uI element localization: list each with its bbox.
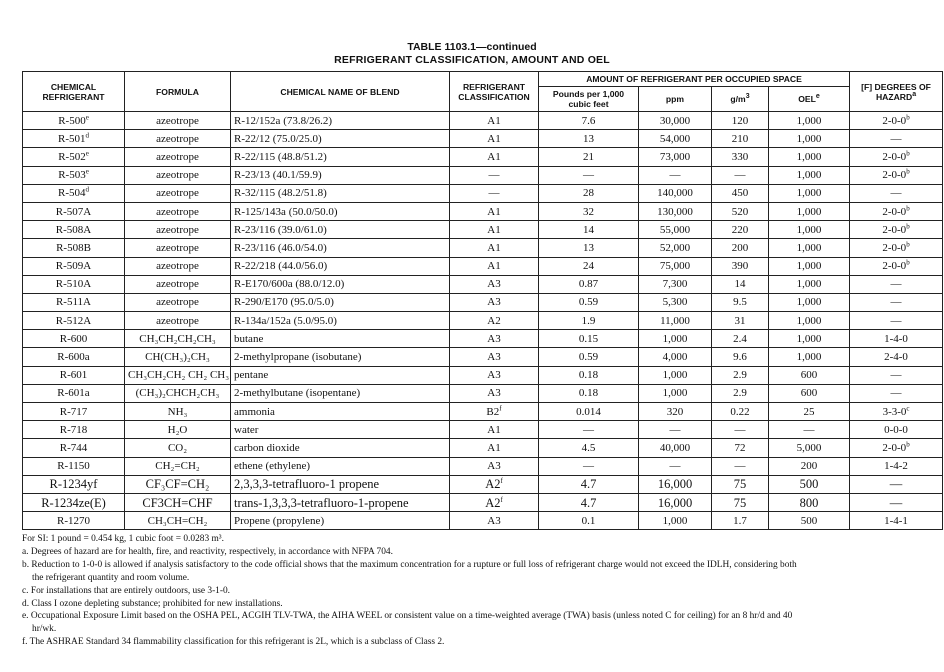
cell-formula: azeotrope xyxy=(125,221,231,239)
cell-formula: azeotrope xyxy=(125,166,231,184)
header-degrees-of-hazard: [F] DEGREES OF HAZARD$^a$ xyxy=(850,72,943,112)
cell-gm3: 72 xyxy=(712,439,769,457)
cell-chemical-name: Propene (propylene) xyxy=(231,512,450,530)
cell-formula: (CH₃)₂CHCH₂CH₃ xyxy=(125,384,231,402)
cell-chemical-name: R-134a/152a (5.0/95.0) xyxy=(231,312,450,330)
cell-classification: A3 xyxy=(450,275,539,293)
cell-gm3: 120 xyxy=(712,112,769,130)
table-row xyxy=(23,184,943,202)
cell-classification: A1 xyxy=(450,421,539,439)
cell-oel: 1,000 xyxy=(769,166,850,184)
cell-pounds: 0.18 xyxy=(539,384,639,402)
cell-hazard: — xyxy=(850,475,943,493)
cell-formula: azeotrope xyxy=(125,293,231,311)
cell-classification: A1 xyxy=(450,239,539,257)
cell-pounds: 24 xyxy=(539,257,639,275)
cell-pounds: 0.15 xyxy=(539,330,639,348)
cell-classification: A1 xyxy=(450,112,539,130)
cell-gm3: 330 xyxy=(712,148,769,166)
cell-ppm: 73,000 xyxy=(639,148,712,166)
table-row xyxy=(23,112,943,130)
cell-ppm: 55,000 xyxy=(639,221,712,239)
cell-gm3: 75 xyxy=(712,493,769,511)
cell-formula: azeotrope xyxy=(125,239,231,257)
cell-chemical-name: 2-methylbutane (isopentane) xyxy=(231,384,450,402)
note-e: e. Occupational Exposure Limit based on the OSHA PEL, ACGIH TLV-TWA, the AIHA WEEL or consistent value on a time-weighted average (TWA) basis (unless noted C for ceiling) for an 8 hr/d and 40 xyxy=(22,611,793,622)
cell-gm3: — xyxy=(712,421,769,439)
cell-classification: A1 xyxy=(450,148,539,166)
cell-ppm: 11,000 xyxy=(639,312,712,330)
header-amount-group: AMOUNT OF REFRIGERANT PER OCCUPIED SPACE xyxy=(539,72,850,87)
cell-ppm: 320 xyxy=(639,403,712,421)
cell-refrigerant: R-1234ze(E) xyxy=(23,493,125,511)
cell-refrigerant: R-601 xyxy=(23,366,125,384)
cell-gm3: 1.7 xyxy=(712,512,769,530)
cell-pounds: 0.1 xyxy=(539,512,639,530)
cell-classification: A3 xyxy=(450,457,539,475)
table-row xyxy=(23,493,943,511)
table-row xyxy=(23,239,943,257)
cell-refrigerant: R-511A xyxy=(23,293,125,311)
cell-classification: A3 xyxy=(450,366,539,384)
cell-ppm: 16,000 xyxy=(639,493,712,511)
cell-oel: 5,000 xyxy=(769,439,850,457)
cell-hazard: 1-4-1 xyxy=(850,512,943,530)
cell-chemical-name: R-290/E170 (95.0/5.0) xyxy=(231,293,450,311)
table-row xyxy=(23,202,943,220)
cell-classification: A1 xyxy=(450,257,539,275)
cell-classification: A1 xyxy=(450,202,539,220)
cell-classification: A3 xyxy=(450,512,539,530)
cell-refrigerant: R-718 xyxy=(23,421,125,439)
note-a: a. Degrees of hazard are for health, fire, and reactivity, respectively, in accordance with NFPA 704. xyxy=(22,546,393,557)
cell-hazard: 2-0-0$^b$ xyxy=(850,239,943,257)
cell-refrigerant: R-1150 xyxy=(23,457,125,475)
cell-refrigerant: R-601a xyxy=(23,384,125,402)
cell-ppm: — xyxy=(639,457,712,475)
table-row xyxy=(23,166,943,184)
cell-pounds: 21 xyxy=(539,148,639,166)
cell-oel: 1,000 xyxy=(769,221,850,239)
note-e-continued: hr/wk. xyxy=(32,624,57,635)
header-chemical-refrigerant: CHEMICAL REFRIGERANT xyxy=(23,72,125,112)
cell-chemical-name: pentane xyxy=(231,366,450,384)
cell-chemical-name: 2,3,3,3-tetrafluoro-1 propene xyxy=(231,475,450,493)
cell-formula: CH₂=CH₂ xyxy=(125,457,231,475)
cell-refrigerant: R-512A xyxy=(23,312,125,330)
cell-ppm: 1,000 xyxy=(639,384,712,402)
cell-chemical-name: trans-1,3,3,3-tetrafluoro-1-propene xyxy=(231,493,450,511)
cell-classification: A1 xyxy=(450,130,539,148)
header-pounds: Pounds per 1,000 cubic feet xyxy=(539,87,639,112)
cell-formula: azeotrope xyxy=(125,312,231,330)
cell-hazard: 2-0-0$^b$ xyxy=(850,202,943,220)
cell-refrigerant: R-600a xyxy=(23,348,125,366)
cell-formula: azeotrope xyxy=(125,275,231,293)
cell-oel: 25 xyxy=(769,403,850,421)
table-row xyxy=(23,148,943,166)
cell-formula: CF₃CF=CH₂ xyxy=(125,475,231,493)
table-row xyxy=(23,439,943,457)
cell-gm3: 9.5 xyxy=(712,293,769,311)
cell-hazard: 2-0-0$^b$ xyxy=(850,112,943,130)
cell-hazard: — xyxy=(850,493,943,511)
cell-refrigerant: R-502e xyxy=(23,148,125,166)
cell-pounds: 0.59 xyxy=(539,348,639,366)
cell-formula: H₂O xyxy=(125,421,231,439)
cell-refrigerant: R-744 xyxy=(23,439,125,457)
table-row xyxy=(23,130,943,148)
cell-oel: 1,000 xyxy=(769,275,850,293)
cell-formula: azeotrope xyxy=(125,257,231,275)
cell-gm3: 200 xyxy=(712,239,769,257)
cell-pounds: 0.87 xyxy=(539,275,639,293)
cell-hazard: — xyxy=(850,293,943,311)
cell-oel: 600 xyxy=(769,384,850,402)
cell-gm3: 75 xyxy=(712,475,769,493)
cell-ppm: 4,000 xyxy=(639,348,712,366)
cell-refrigerant: R-501$^d$ xyxy=(23,130,125,148)
cell-oel: 1,000 xyxy=(769,184,850,202)
cell-pounds: 28 xyxy=(539,184,639,202)
cell-refrigerant: R-1270 xyxy=(23,512,125,530)
cell-ppm: 30,000 xyxy=(639,112,712,130)
cell-refrigerant: R-717 xyxy=(23,403,125,421)
cell-chemical-name: R-23/116 (46.0/54.0) xyxy=(231,239,450,257)
note-d: d. Class I ozone depleting substance; prohibited for new installations. xyxy=(22,598,283,609)
cell-gm3: 450 xyxy=(712,184,769,202)
cell-ppm: 40,000 xyxy=(639,439,712,457)
table-row xyxy=(23,366,943,384)
cell-pounds: 13 xyxy=(539,130,639,148)
table-row xyxy=(23,384,943,402)
cell-pounds: 1.9 xyxy=(539,312,639,330)
table-row xyxy=(23,403,943,421)
table-row xyxy=(23,421,943,439)
cell-refrigerant: R-504$^d$ xyxy=(23,184,125,202)
cell-oel: 800 xyxy=(769,493,850,511)
cell-hazard: 2-0-0$^b$ xyxy=(850,439,943,457)
cell-gm3: 220 xyxy=(712,221,769,239)
cell-ppm: — xyxy=(639,421,712,439)
table-notes xyxy=(22,533,940,649)
table-title: TABLE 1103.1—continued xyxy=(407,41,537,53)
cell-hazard: — xyxy=(850,384,943,402)
refrigerant-table xyxy=(22,71,943,530)
cell-hazard: 2-0-0$^b$ xyxy=(850,221,943,239)
cell-formula: CH₃CH=CH₂ xyxy=(125,512,231,530)
cell-classification: A2$^f$ xyxy=(450,493,539,511)
cell-ppm: 1,000 xyxy=(639,512,712,530)
table-row xyxy=(23,348,943,366)
table-subtitle: REFRIGERANT CLASSIFICATION, AMOUNT AND OEL xyxy=(334,54,610,66)
cell-classification: A1 xyxy=(450,221,539,239)
cell-gm3: 2.4 xyxy=(712,330,769,348)
cell-hazard: 1-4-2 xyxy=(850,457,943,475)
cell-refrigerant: R-509A xyxy=(23,257,125,275)
cell-oel: — xyxy=(769,421,850,439)
cell-ppm: 52,000 xyxy=(639,239,712,257)
cell-gm3: 31 xyxy=(712,312,769,330)
cell-pounds: 14 xyxy=(539,221,639,239)
note-b: b. Reduction to 1-0-0 is allowed if analysis satisfactory to the code official shows that the maximum concentration for a rupture or full loss of refrigerant charge would not exceed the IDLH, considering both xyxy=(22,559,797,570)
cell-refrigerant: R-508A xyxy=(23,221,125,239)
cell-pounds: 0.014 xyxy=(539,403,639,421)
cell-gm3: 14 xyxy=(712,275,769,293)
cell-ppm: 130,000 xyxy=(639,202,712,220)
cell-oel: 1,000 xyxy=(769,130,850,148)
cell-classification: A2 xyxy=(450,312,539,330)
table-row xyxy=(23,275,943,293)
cell-gm3: 2.9 xyxy=(712,384,769,402)
cell-ppm: 75,000 xyxy=(639,257,712,275)
cell-formula: CH(CH₃)₂CH₃ xyxy=(125,348,231,366)
cell-chemical-name: carbon dioxide xyxy=(231,439,450,457)
cell-ppm: 5,300 xyxy=(639,293,712,311)
cell-refrigerant: R-503e xyxy=(23,166,125,184)
cell-ppm: 1,000 xyxy=(639,366,712,384)
cell-chemical-name: R-32/115 (48.2/51.8) xyxy=(231,184,450,202)
cell-chemical-name: R-22/115 (48.8/51.2) xyxy=(231,148,450,166)
cell-hazard: — xyxy=(850,130,943,148)
cell-ppm: 7,300 xyxy=(639,275,712,293)
cell-hazard: 2-0-0$^b$ xyxy=(850,257,943,275)
table-row xyxy=(23,257,943,275)
cell-pounds: — xyxy=(539,457,639,475)
table-row xyxy=(23,293,943,311)
cell-classification: A3 xyxy=(450,293,539,311)
table-row xyxy=(23,312,943,330)
cell-gm3: 9.6 xyxy=(712,348,769,366)
cell-hazard: 2-0-0$^b$ xyxy=(850,148,943,166)
cell-formula: CO₂ xyxy=(125,439,231,457)
table-row xyxy=(23,475,943,493)
cell-oel: 1,000 xyxy=(769,239,850,257)
cell-hazard: — xyxy=(850,366,943,384)
cell-formula: CF3CH=CHF xyxy=(125,493,231,511)
cell-hazard: — xyxy=(850,275,943,293)
header-row xyxy=(23,72,943,87)
cell-ppm: 1,000 xyxy=(639,330,712,348)
cell-chemical-name: ammonia xyxy=(231,403,450,421)
cell-oel: 1,000 xyxy=(769,293,850,311)
cell-pounds: 0.59 xyxy=(539,293,639,311)
cell-chemical-name: R-125/143a (50.0/50.0) xyxy=(231,202,450,220)
cell-refrigerant: R-508B xyxy=(23,239,125,257)
cell-refrigerant: R-1234yf xyxy=(23,475,125,493)
cell-hazard: 2-4-0 xyxy=(850,348,943,366)
cell-refrigerant: R-507A xyxy=(23,202,125,220)
cell-chemical-name: R-12/152a (73.8/26.2) xyxy=(231,112,450,130)
cell-classification: A1 xyxy=(450,439,539,457)
header-gm3: $g/m^3$ xyxy=(712,87,769,112)
cell-oel: 500 xyxy=(769,475,850,493)
cell-classification: A3 xyxy=(450,384,539,402)
cell-ppm: 140,000 xyxy=(639,184,712,202)
cell-gm3: 2.9 xyxy=(712,366,769,384)
table-body xyxy=(23,112,943,530)
cell-chemical-name: ethene (ethylene) xyxy=(231,457,450,475)
cell-pounds: — xyxy=(539,166,639,184)
cell-gm3: — xyxy=(712,457,769,475)
table-row xyxy=(23,330,943,348)
cell-formula: azeotrope xyxy=(125,148,231,166)
cell-gm3: 0.22 xyxy=(712,403,769,421)
cell-gm3: 210 xyxy=(712,130,769,148)
cell-oel: 200 xyxy=(769,457,850,475)
header-formula: FORMULA xyxy=(125,72,231,112)
cell-classification: — xyxy=(450,166,539,184)
header-chemical-name: CHEMICAL NAME OF BLEND xyxy=(231,72,450,112)
cell-formula: CH₃CH₂CH₂CH₃ xyxy=(125,330,231,348)
cell-oel: 600 xyxy=(769,366,850,384)
cell-oel: 1,000 xyxy=(769,330,850,348)
cell-chemical-name: water xyxy=(231,421,450,439)
table-row xyxy=(23,512,943,530)
cell-classification: A3 xyxy=(450,330,539,348)
cell-formula: azeotrope xyxy=(125,184,231,202)
cell-pounds: 4.7 xyxy=(539,493,639,511)
cell-refrigerant: R-510A xyxy=(23,275,125,293)
cell-formula: NH₃ xyxy=(125,403,231,421)
cell-ppm: — xyxy=(639,166,712,184)
header-oel: OEL$^e$ xyxy=(769,87,850,112)
header-classification: REFRIGERANT CLASSIFICATION xyxy=(450,72,539,112)
note-si: For SI: 1 pound = 0.454 kg, 1 cubic foot = 0.0283 m³. xyxy=(22,534,224,544)
cell-chemical-name: R-22/218 (44.0/56.0) xyxy=(231,257,450,275)
cell-gm3: — xyxy=(712,166,769,184)
cell-gm3: 390 xyxy=(712,257,769,275)
cell-gm3: 520 xyxy=(712,202,769,220)
cell-hazard: — xyxy=(850,312,943,330)
cell-formula: azeotrope xyxy=(125,130,231,148)
cell-oel: 1,000 xyxy=(769,202,850,220)
cell-formula: azeotrope xyxy=(125,202,231,220)
header-ppm: ppm xyxy=(639,87,712,112)
cell-ppm: 54,000 xyxy=(639,130,712,148)
note-c: c. For installations that are entirely outdoors, use 3-1-0. xyxy=(22,585,231,596)
table-row xyxy=(23,221,943,239)
cell-pounds: 7.6 xyxy=(539,112,639,130)
cell-refrigerant: R-500e xyxy=(23,112,125,130)
note-f: f. The ASHRAE Standard 34 flammability classification for this refrigerant is 2L, which is a subclass of Class 2. xyxy=(22,637,445,648)
table-row xyxy=(23,457,943,475)
cell-hazard: 1-4-0 xyxy=(850,330,943,348)
cell-oel: 1,000 xyxy=(769,348,850,366)
cell-pounds: 4.5 xyxy=(539,439,639,457)
cell-classification: — xyxy=(450,184,539,202)
cell-pounds: 0.18 xyxy=(539,366,639,384)
cell-hazard: — xyxy=(850,184,943,202)
cell-classification: A2$^f$ xyxy=(450,475,539,493)
cell-oel: 1,000 xyxy=(769,148,850,166)
cell-chemical-name: R-22/12 (75.0/25.0) xyxy=(231,130,450,148)
cell-formula: azeotrope xyxy=(125,112,231,130)
cell-hazard: 3-3-0$^c$ xyxy=(850,403,943,421)
cell-chemical-name: R-E170/600a (88.0/12.0) xyxy=(231,275,450,293)
cell-oel: 1,000 xyxy=(769,312,850,330)
cell-pounds: 32 xyxy=(539,202,639,220)
cell-pounds: 4.7 xyxy=(539,475,639,493)
cell-ppm: 16,000 xyxy=(639,475,712,493)
cell-chemical-name: butane xyxy=(231,330,450,348)
cell-classification: A3 xyxy=(450,348,539,366)
cell-oel: 1,000 xyxy=(769,257,850,275)
cell-hazard: 2-0-0$^b$ xyxy=(850,166,943,184)
cell-chemical-name: R-23/116 (39.0/61.0) xyxy=(231,221,450,239)
cell-hazard: 0-0-0 xyxy=(850,421,943,439)
cell-pounds: 13 xyxy=(539,239,639,257)
note-b-continued: the refrigerant quantity and room volume. xyxy=(32,572,190,583)
cell-oel: 1,000 xyxy=(769,112,850,130)
cell-refrigerant: R-600 xyxy=(23,330,125,348)
cell-formula: CH₃CH₂CH₂ CH₂ CH₃ xyxy=(125,366,231,384)
cell-chemical-name: R-23/13 (40.1/59.9) xyxy=(231,166,450,184)
cell-classification: B2$^f$ xyxy=(450,403,539,421)
cell-pounds: — xyxy=(539,421,639,439)
cell-oel: 500 xyxy=(769,512,850,530)
cell-chemical-name: 2-methylpropane (isobutane) xyxy=(231,348,450,366)
